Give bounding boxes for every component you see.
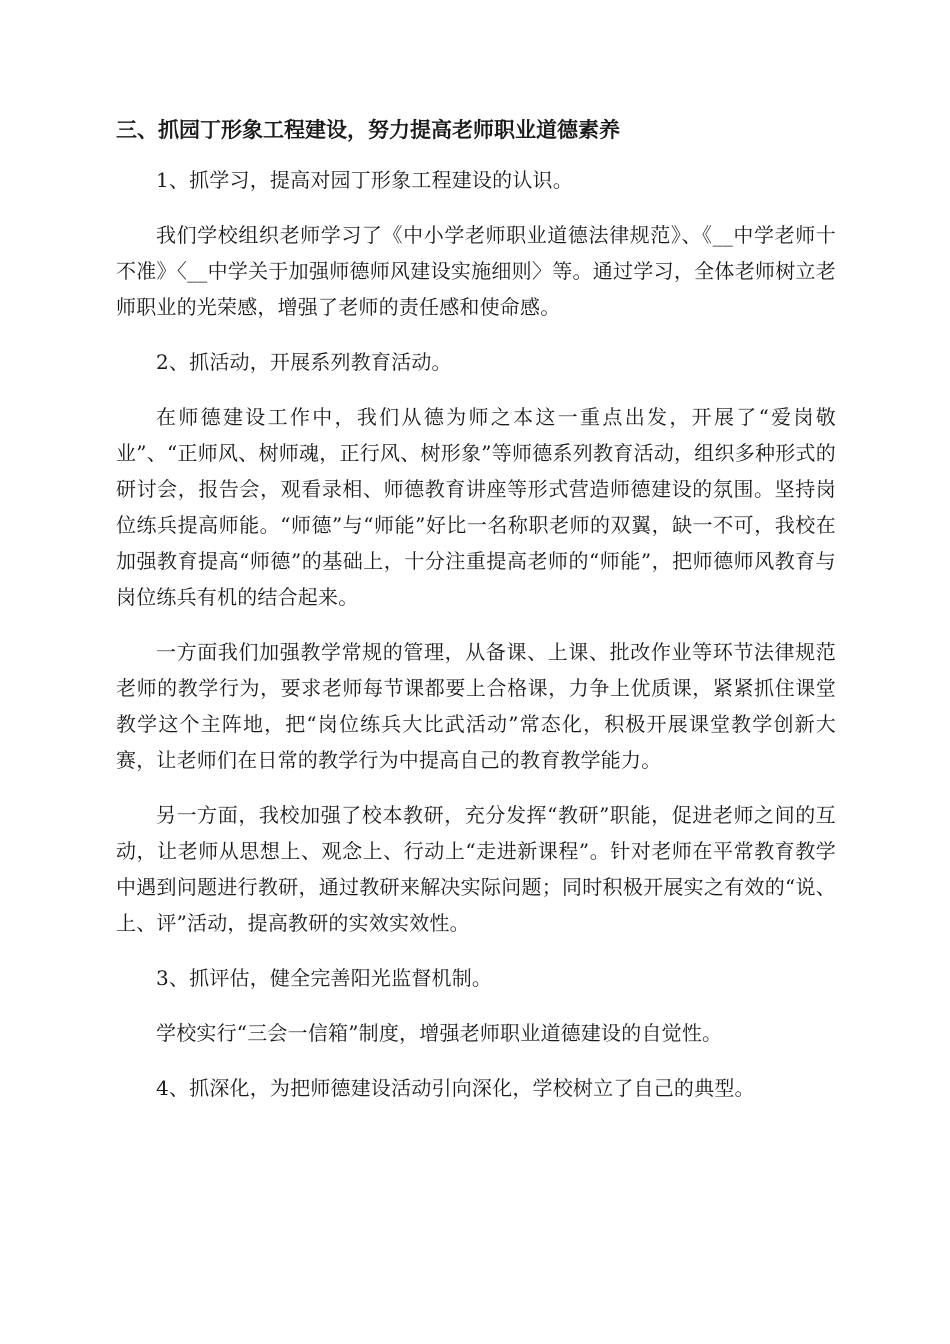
paragraph-evaluation-details: 学校实行“三会一信箱”制度，增强老师职业道德建设的自觉性。: [156, 1021, 723, 1045]
document-page: [116, 112, 836, 1125]
paragraph-teaching-routine: 一方面我们加强教学常规的管理，从备课、上课、批改作业等环节法律规范老师的教学行为，要求老师每节课都要上合格课，力争上优质课，紧紧抓住课堂教学这个主阵地，把“岗位练兵大比武活动”常态化，积极开展课堂教学创新大赛，让老师们在日常的教学行为中提高自己的教育教学能力。: [116, 640, 836, 772]
paragraph-activities-details: 在师德建设工作中，我们从德为师之本这一重点出发，开展了“爱岗敬业”、“正师风、树师魂，正行风、树形象”等师德系列教育活动，组织多种形式的研讨会，报告会，观看录相、师德教育讲座等形式营造师德建设的氛围。坚持岗位练兵提高师能。“师德”与“师能”好比一名称职老师的双翼，缺一不可，我校在加强教育提高“师德”的基础上，十分注重提高老师的“师能”，把师德师风教育与岗位练兵有机的结合起来。: [116, 405, 836, 609]
section-heading: 三、抓园丁形象工程建设，努力提高老师职业道德素养: [116, 117, 620, 142]
item-2-activities: 2、抓活动，开展系列教育活动。: [156, 350, 452, 374]
item-1-study: 1、抓学习，提高对园丁形象工程建设的认识。: [156, 168, 573, 192]
paragraph-school-research: 另一方面，我校加强了校本教研，充分发挥“教研”职能，促进老师之间的互动，让老师从思想上、观念上、行动上“走进新课程”。针对老师在平常教育教学中遇到问题进行教研，通过教研来解决实际问题；同时积极开展实之有效的“说、上、评”活动，提高教研的实效实效性。: [116, 803, 836, 935]
item-4-deepening: 4、抓深化，为把师德建设活动引向深化，学校树立了自己的典型。: [156, 1076, 755, 1100]
item-3-evaluation: 3、抓评估，健全完善阳光监督机制。: [156, 966, 493, 990]
paragraph-study-details: 我们学校组织老师学习了《中小学老师职业道德法律规范》、《__中学老师十不准》〈__中学关于加强师德师风建设实施细则〉等。通过学习，全体老师树立老师职业的光荣感，增强了老师的责任感和使命感。: [116, 223, 836, 319]
